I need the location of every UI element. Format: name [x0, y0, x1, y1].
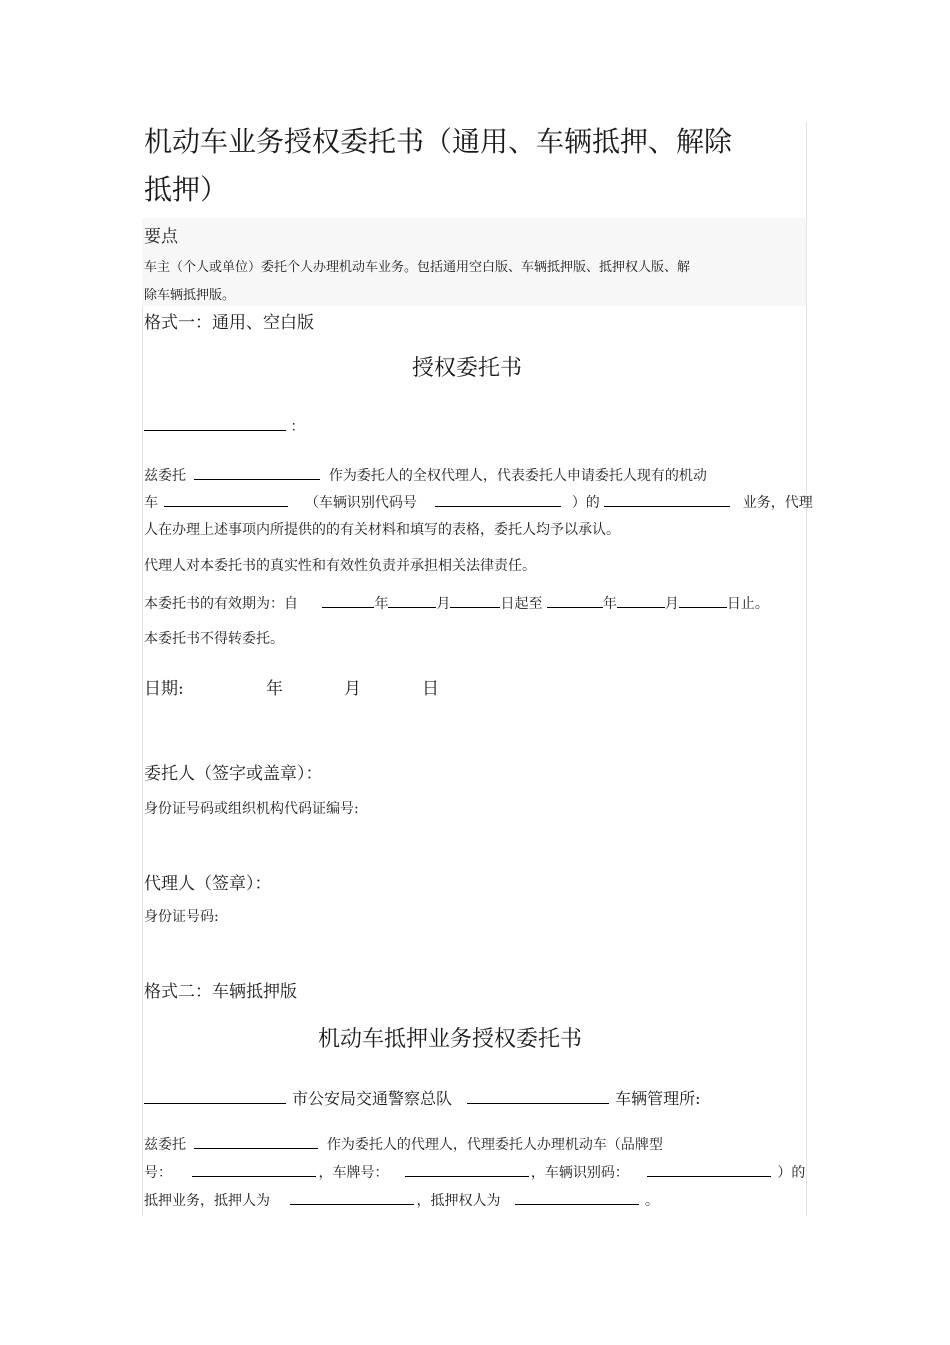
format2-p1-line1: 兹委托 作为委托人的代理人，代理委托人办理机动车（品牌型: [144, 1134, 663, 1154]
blank-field[interactable]: [194, 1134, 318, 1149]
blank-field[interactable]: [322, 593, 374, 608]
date-month: 月: [344, 679, 361, 699]
blank-field[interactable]: [467, 1089, 609, 1104]
agent-id-label: 身份证号码:: [144, 909, 219, 925]
principal-signature-label: 委托人（签字或盖章）：: [144, 764, 323, 784]
summary-line2: 除车辆抵押版。: [144, 288, 236, 303]
format1-p1-line1: 兹委托 作为委托人的全权代理人，代表委托人申请委托人现有的机动: [144, 465, 707, 485]
date-day: 日: [422, 679, 439, 699]
format2-addressee-line: 市公安局交通警察总队 车辆管理所:: [144, 1086, 701, 1109]
blank-field[interactable]: [290, 1190, 414, 1205]
document-title-line2: 抵押）: [144, 173, 229, 206]
principal-id-label: 身份证号码或组织机构代码证编号:: [144, 801, 359, 817]
blank-field[interactable]: [515, 1190, 639, 1205]
summary-line1: 车主（个人或单位）委托个人办理机动车业务。包括通用空白版、车辆抵押版、抵押权人版、解: [144, 260, 691, 275]
format1-p1-line3: 人在办理上述事项内所提供的的有关材料和填写的表格，委托人均予以承认。: [144, 522, 620, 538]
format1-p3: 本委托书的有效期为：自 年 月 日起至 年 月 日止。: [144, 593, 769, 613]
format1-p4: 本委托书不得转委托。: [144, 631, 284, 647]
blank-field[interactable]: [144, 416, 286, 431]
blank-field[interactable]: [547, 593, 603, 608]
blank-field[interactable]: [647, 1162, 771, 1177]
date-label: 日期:: [144, 679, 184, 699]
blank-field[interactable]: [435, 492, 561, 507]
blank-field[interactable]: [679, 593, 727, 608]
format2-heading: 格式二：车辆抵押版: [144, 982, 297, 1002]
blank-field[interactable]: [164, 492, 288, 507]
blank-field[interactable]: [192, 1162, 316, 1177]
agent-signature-label: 代理人（签章）：: [144, 874, 272, 894]
format1-p1-line2: 车 （车辆识别代码号 ）的 业务，代理: [144, 492, 813, 512]
format1-p2: 代理人对本委托书的真实性和有效性负责并承担相关法律责任。: [144, 558, 536, 574]
blank-field[interactable]: [405, 1162, 529, 1177]
blank-field[interactable]: [194, 465, 320, 480]
blank-field[interactable]: [388, 593, 436, 608]
frame-line-left-lower: [142, 306, 143, 1216]
blank-field[interactable]: [144, 1089, 286, 1104]
format2-p1-line3: 抵押业务，抵押人为 ，抵押权人为 。: [144, 1190, 659, 1210]
date-year: 年: [266, 679, 283, 699]
blank-field[interactable]: [604, 492, 730, 507]
frame-line-right: [806, 122, 807, 1216]
blank-field[interactable]: [450, 593, 500, 608]
format1-title: 授权委托书: [412, 356, 523, 381]
summary-heading: 要点: [144, 227, 178, 247]
format1-heading: 格式一：通用、空白版: [144, 313, 314, 333]
format2-title: 机动车抵押业务授权委托书: [318, 1027, 583, 1052]
format2-p1-line2: 号： ，车牌号： ，车辆识别码： ）的: [144, 1162, 805, 1182]
format1-addressee-line: ：: [144, 416, 304, 436]
document-title-line1: 机动车业务授权委托书（通用、车辆抵押、解除: [144, 125, 733, 158]
blank-field[interactable]: [617, 593, 665, 608]
